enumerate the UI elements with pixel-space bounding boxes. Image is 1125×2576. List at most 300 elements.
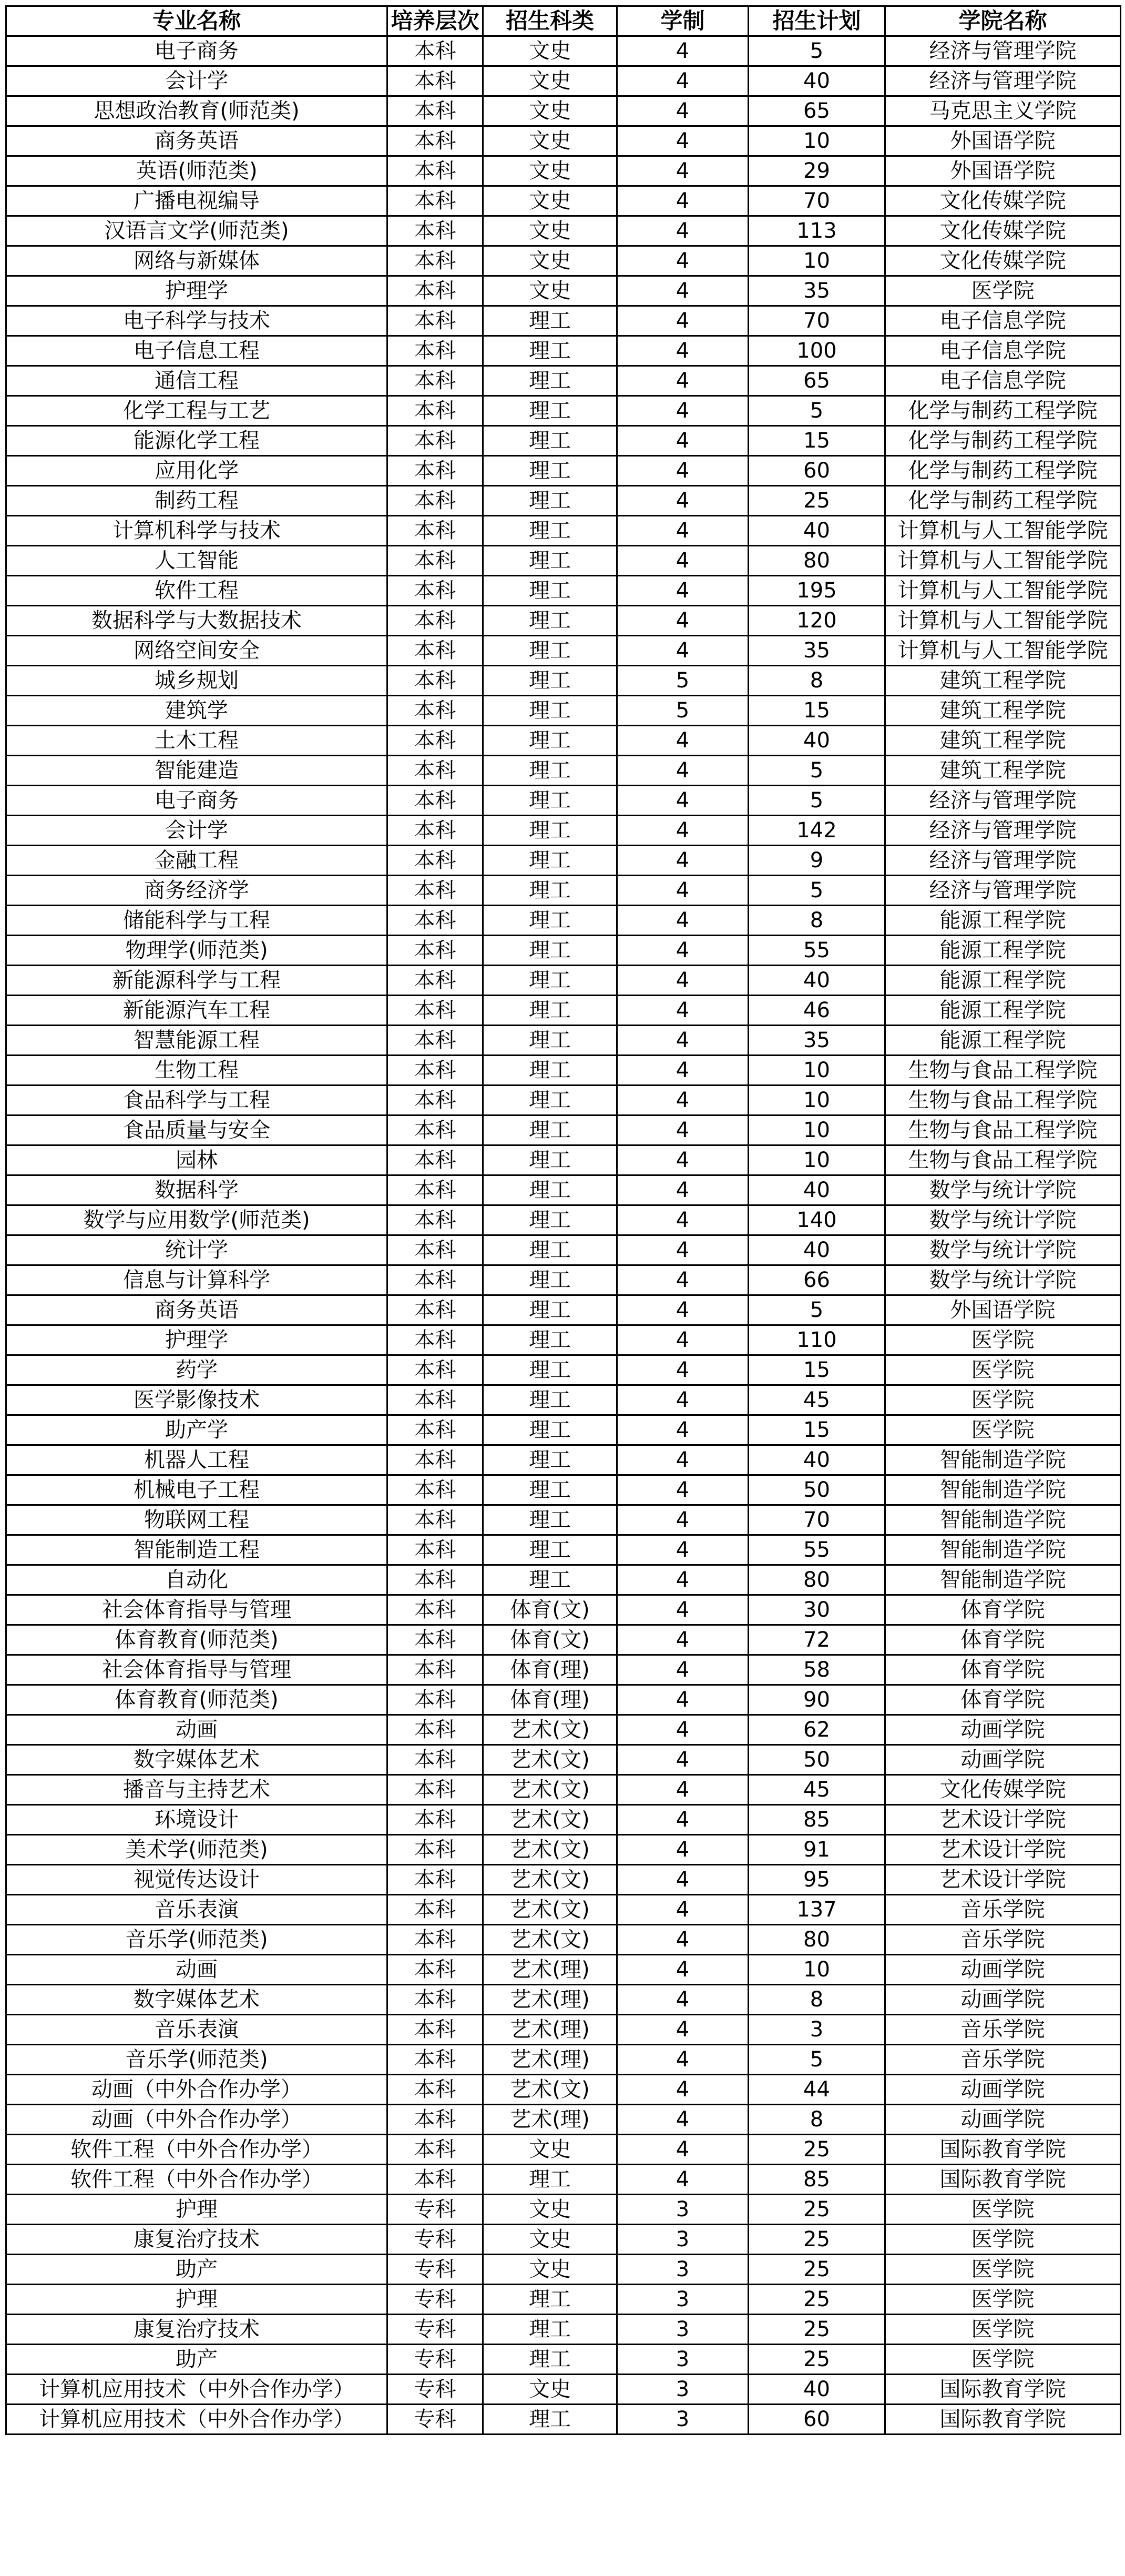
major-name-cell: 电子商务 [6, 786, 387, 816]
education-level-cell: 本科 [387, 1595, 483, 1625]
enrollment-quota-cell: 91 [749, 1835, 885, 1865]
major-name-cell: 食品质量与安全 [6, 1115, 387, 1145]
table-row [6, 876, 1121, 906]
college-name-cell: 音乐学院 [885, 2015, 1121, 2045]
enrollment-quota-cell: 10 [749, 126, 885, 156]
education-level-cell: 本科 [387, 2045, 483, 2075]
education-level-cell: 专科 [387, 2315, 483, 2345]
enrollment-quota-cell: 35 [749, 1026, 885, 1056]
education-level-cell: 本科 [387, 486, 483, 516]
college-name-cell: 电子信息学院 [885, 306, 1121, 336]
enrollment-quota-cell: 80 [749, 546, 885, 576]
table-row [6, 1565, 1121, 1595]
major-name-cell: 动画 [6, 1955, 387, 1985]
admission-category-cell: 理工 [483, 2315, 617, 2345]
admission-category-cell: 艺术(文) [483, 1805, 617, 1835]
college-name-cell: 计算机与人工智能学院 [885, 606, 1121, 636]
education-level-cell: 本科 [387, 876, 483, 906]
admission-category-cell: 理工 [483, 1565, 617, 1595]
education-level-cell: 本科 [387, 516, 483, 546]
study-years-cell: 4 [617, 756, 749, 786]
major-name-cell: 音乐表演 [6, 1895, 387, 1925]
college-name-cell: 经济与管理学院 [885, 36, 1121, 66]
admission-category-cell: 理工 [483, 1026, 617, 1056]
education-level-cell: 本科 [387, 96, 483, 126]
major-name-cell: 统计学 [6, 1235, 387, 1265]
table-row [6, 1205, 1121, 1235]
college-name-cell: 计算机与人工智能学院 [885, 516, 1121, 546]
enrollment-quota-cell: 50 [749, 1475, 885, 1505]
education-level-cell: 本科 [387, 696, 483, 726]
education-level-cell: 本科 [387, 1056, 483, 1086]
education-level-cell: 本科 [387, 786, 483, 816]
table-row [6, 1925, 1121, 1955]
education-level-cell: 本科 [387, 1685, 483, 1715]
enrollment-quota-cell: 40 [749, 726, 885, 756]
enrollment-quota-cell: 15 [749, 1355, 885, 1385]
admission-category-cell: 体育(文) [483, 1625, 617, 1655]
study-years-cell: 4 [617, 816, 749, 846]
education-level-cell: 本科 [387, 396, 483, 426]
admission-category-cell: 理工 [483, 426, 617, 456]
education-level-cell: 本科 [387, 636, 483, 666]
table-row [6, 456, 1121, 486]
study-years-cell: 4 [617, 1775, 749, 1805]
study-years-cell: 4 [617, 576, 749, 606]
study-years-cell: 3 [617, 2195, 749, 2225]
college-name-cell: 文化传媒学院 [885, 186, 1121, 216]
header-major-name: 专业名称 [6, 6, 387, 36]
study-years-cell: 4 [617, 1235, 749, 1265]
table-row [6, 1475, 1121, 1505]
education-level-cell: 专科 [387, 2255, 483, 2285]
study-years-cell: 4 [617, 1355, 749, 1385]
admission-category-cell: 理工 [483, 2345, 617, 2375]
enrollment-quota-cell: 10 [749, 246, 885, 276]
admission-category-cell: 文史 [483, 2195, 617, 2225]
education-level-cell: 专科 [387, 2375, 483, 2405]
table-row [6, 66, 1121, 96]
college-name-cell: 医学院 [885, 2195, 1121, 2225]
study-years-cell: 4 [617, 1625, 749, 1655]
study-years-cell: 4 [617, 1145, 749, 1175]
major-name-cell: 数学与应用数学(师范类) [6, 1205, 387, 1235]
study-years-cell: 4 [617, 156, 749, 186]
study-years-cell: 4 [617, 516, 749, 546]
admission-category-cell: 理工 [483, 906, 617, 936]
table-row [6, 906, 1121, 936]
enrollment-quota-cell: 5 [749, 1295, 885, 1325]
table-row [6, 2315, 1121, 2345]
admission-category-cell: 艺术(理) [483, 1955, 617, 1985]
table-row [6, 2405, 1121, 2435]
table-row [6, 2255, 1121, 2285]
study-years-cell: 4 [617, 1385, 749, 1415]
education-level-cell: 本科 [387, 1745, 483, 1775]
college-name-cell: 国际教育学院 [885, 2135, 1121, 2165]
table-row [6, 726, 1121, 756]
college-name-cell: 动画学院 [885, 1985, 1121, 2015]
major-name-cell: 数据科学与大数据技术 [6, 606, 387, 636]
education-level-cell: 本科 [387, 1835, 483, 1865]
study-years-cell: 4 [617, 1595, 749, 1625]
admission-category-cell: 理工 [483, 1145, 617, 1175]
admission-category-cell: 理工 [483, 996, 617, 1026]
study-years-cell: 4 [617, 1086, 749, 1115]
study-years-cell: 4 [617, 36, 749, 66]
study-years-cell: 3 [617, 2375, 749, 2405]
admission-category-cell: 文史 [483, 216, 617, 246]
college-name-cell: 经济与管理学院 [885, 876, 1121, 906]
table-row [6, 516, 1121, 546]
admission-category-cell: 文史 [483, 96, 617, 126]
table-row [6, 2345, 1121, 2375]
study-years-cell: 4 [617, 1925, 749, 1955]
major-name-cell: 动画 [6, 1715, 387, 1745]
enrollment-quota-cell: 30 [749, 1595, 885, 1625]
study-years-cell: 4 [617, 426, 749, 456]
education-level-cell: 本科 [387, 1865, 483, 1895]
study-years-cell: 3 [617, 2345, 749, 2375]
education-level-cell: 本科 [387, 1505, 483, 1535]
admission-category-cell: 文史 [483, 126, 617, 156]
study-years-cell: 4 [617, 1565, 749, 1595]
college-name-cell: 数学与统计学院 [885, 1175, 1121, 1205]
table-row [6, 2285, 1121, 2315]
study-years-cell: 4 [617, 1835, 749, 1865]
education-level-cell: 本科 [387, 306, 483, 336]
education-level-cell: 本科 [387, 1925, 483, 1955]
study-years-cell: 4 [617, 366, 749, 396]
admission-category-cell: 理工 [483, 606, 617, 636]
study-years-cell: 4 [617, 126, 749, 156]
study-years-cell: 4 [617, 1175, 749, 1205]
enrollment-quota-cell: 65 [749, 366, 885, 396]
study-years-cell: 4 [617, 246, 749, 276]
enrollment-quota-cell: 60 [749, 456, 885, 486]
study-years-cell: 4 [617, 1265, 749, 1295]
table-row [6, 1026, 1121, 1056]
study-years-cell: 4 [617, 186, 749, 216]
admission-category-cell: 理工 [483, 306, 617, 336]
major-name-cell: 电子科学与技术 [6, 306, 387, 336]
table-row [6, 1355, 1121, 1385]
college-name-cell: 能源工程学院 [885, 966, 1121, 996]
study-years-cell: 5 [617, 666, 749, 696]
study-years-cell: 4 [617, 1535, 749, 1565]
enrollment-quota-cell: 5 [749, 786, 885, 816]
education-level-cell: 本科 [387, 1175, 483, 1205]
major-name-cell: 动画（中外合作办学） [6, 2105, 387, 2135]
major-name-cell: 建筑学 [6, 696, 387, 726]
education-level-cell: 专科 [387, 2405, 483, 2435]
education-level-cell: 本科 [387, 1325, 483, 1355]
major-name-cell: 数字媒体艺术 [6, 1985, 387, 2015]
admission-category-cell: 文史 [483, 186, 617, 216]
table-row [6, 1265, 1121, 1295]
major-name-cell: 机器人工程 [6, 1445, 387, 1475]
education-level-cell: 本科 [387, 1265, 483, 1295]
table-row [6, 336, 1121, 366]
table-row [6, 1535, 1121, 1565]
education-level-cell: 本科 [387, 156, 483, 186]
college-name-cell: 计算机与人工智能学院 [885, 576, 1121, 606]
study-years-cell: 4 [617, 606, 749, 636]
education-level-cell: 本科 [387, 906, 483, 936]
major-name-cell: 商务经济学 [6, 876, 387, 906]
table-row [6, 2105, 1121, 2135]
table-header [6, 6, 1121, 36]
table-row [6, 486, 1121, 516]
table-row [6, 786, 1121, 816]
admission-category-cell: 理工 [483, 696, 617, 726]
major-name-cell: 应用化学 [6, 456, 387, 486]
study-years-cell: 4 [617, 306, 749, 336]
header-admission-category: 招生科类 [483, 6, 617, 36]
education-level-cell: 本科 [387, 1895, 483, 1925]
admission-category-cell: 理工 [483, 636, 617, 666]
college-name-cell: 经济与管理学院 [885, 846, 1121, 876]
college-name-cell: 医学院 [885, 1325, 1121, 1355]
college-name-cell: 医学院 [885, 2315, 1121, 2345]
education-level-cell: 本科 [387, 1115, 483, 1145]
education-level-cell: 本科 [387, 1355, 483, 1385]
major-name-cell: 护理学 [6, 1325, 387, 1355]
college-name-cell: 智能制造学院 [885, 1565, 1121, 1595]
college-name-cell: 能源工程学院 [885, 936, 1121, 966]
major-name-cell: 美术学(师范类) [6, 1835, 387, 1865]
table-row [6, 1655, 1121, 1685]
study-years-cell: 4 [617, 96, 749, 126]
admission-category-cell: 理工 [483, 1355, 617, 1385]
college-name-cell: 外国语学院 [885, 126, 1121, 156]
study-years-cell: 4 [617, 1655, 749, 1685]
admission-category-cell: 理工 [483, 2285, 617, 2315]
admission-category-cell: 艺术(文) [483, 1925, 617, 1955]
major-name-cell: 化学工程与工艺 [6, 396, 387, 426]
enrollment-quota-cell: 110 [749, 1325, 885, 1355]
education-level-cell: 本科 [387, 1205, 483, 1235]
education-level-cell: 本科 [387, 1295, 483, 1325]
education-level-cell: 本科 [387, 1445, 483, 1475]
major-name-cell: 护理 [6, 2285, 387, 2315]
major-name-cell: 体育教育(师范类) [6, 1625, 387, 1655]
enrollment-quota-cell: 80 [749, 1925, 885, 1955]
major-name-cell: 金融工程 [6, 846, 387, 876]
enrollment-quota-cell: 8 [749, 906, 885, 936]
admission-category-cell: 文史 [483, 156, 617, 186]
enrollment-plan-table [5, 5, 1121, 2435]
header-education-level: 培养层次 [387, 6, 483, 36]
admission-category-cell: 理工 [483, 1265, 617, 1295]
study-years-cell: 4 [617, 1745, 749, 1775]
enrollment-quota-cell: 195 [749, 576, 885, 606]
enrollment-quota-cell: 65 [749, 96, 885, 126]
college-name-cell: 艺术设计学院 [885, 1835, 1121, 1865]
header-study-years: 学制 [617, 6, 749, 36]
college-name-cell: 动画学院 [885, 1955, 1121, 1985]
education-level-cell: 本科 [387, 1955, 483, 1985]
admission-category-cell: 理工 [483, 1535, 617, 1565]
table-row [6, 756, 1121, 786]
table-row [6, 1295, 1121, 1325]
education-level-cell: 本科 [387, 606, 483, 636]
education-level-cell: 本科 [387, 2105, 483, 2135]
admission-category-cell: 理工 [483, 966, 617, 996]
enrollment-quota-cell: 60 [749, 2405, 885, 2435]
admission-category-cell: 理工 [483, 1325, 617, 1355]
major-name-cell: 播音与主持艺术 [6, 1775, 387, 1805]
college-name-cell: 医学院 [885, 276, 1121, 306]
table-row [6, 546, 1121, 576]
admission-category-cell: 理工 [483, 1235, 617, 1265]
major-name-cell: 新能源科学与工程 [6, 966, 387, 996]
college-name-cell: 体育学院 [885, 1655, 1121, 1685]
admission-category-cell: 理工 [483, 666, 617, 696]
education-level-cell: 本科 [387, 276, 483, 306]
education-level-cell: 本科 [387, 756, 483, 786]
college-name-cell: 化学与制药工程学院 [885, 456, 1121, 486]
table-row [6, 36, 1121, 66]
enrollment-quota-cell: 15 [749, 426, 885, 456]
table-row [6, 966, 1121, 996]
admission-category-cell: 理工 [483, 396, 617, 426]
major-name-cell: 康复治疗技术 [6, 2315, 387, 2345]
college-name-cell: 医学院 [885, 1355, 1121, 1385]
major-name-cell: 网络与新媒体 [6, 246, 387, 276]
college-name-cell: 计算机与人工智能学院 [885, 636, 1121, 666]
college-name-cell: 生物与食品工程学院 [885, 1145, 1121, 1175]
table-row [6, 1115, 1121, 1145]
table-row [6, 1595, 1121, 1625]
major-name-cell: 软件工程（中外合作办学） [6, 2165, 387, 2195]
study-years-cell: 4 [617, 2105, 749, 2135]
education-level-cell: 本科 [387, 726, 483, 756]
major-name-cell: 音乐学(师范类) [6, 2045, 387, 2075]
education-level-cell: 本科 [387, 1086, 483, 1115]
admission-category-cell: 理工 [483, 516, 617, 546]
admission-category-cell: 艺术(理) [483, 2105, 617, 2135]
education-level-cell: 本科 [387, 246, 483, 276]
education-level-cell: 本科 [387, 2135, 483, 2165]
enrollment-quota-cell: 40 [749, 2375, 885, 2405]
enrollment-quota-cell: 25 [749, 2285, 885, 2315]
major-name-cell: 新能源汽车工程 [6, 996, 387, 1026]
college-name-cell: 国际教育学院 [885, 2375, 1121, 2405]
education-level-cell: 本科 [387, 1985, 483, 2015]
enrollment-quota-cell: 40 [749, 516, 885, 546]
enrollment-quota-cell: 8 [749, 666, 885, 696]
enrollment-quota-cell: 85 [749, 2165, 885, 2195]
study-years-cell: 4 [617, 786, 749, 816]
major-name-cell: 自动化 [6, 1565, 387, 1595]
college-name-cell: 生物与食品工程学院 [885, 1115, 1121, 1145]
college-name-cell: 外国语学院 [885, 156, 1121, 186]
major-name-cell: 护理学 [6, 276, 387, 306]
major-name-cell: 视觉传达设计 [6, 1865, 387, 1895]
major-name-cell: 音乐学(师范类) [6, 1925, 387, 1955]
table-row [6, 1625, 1121, 1655]
study-years-cell: 4 [617, 396, 749, 426]
college-name-cell: 文化传媒学院 [885, 216, 1121, 246]
enrollment-quota-cell: 35 [749, 636, 885, 666]
enrollment-quota-cell: 90 [749, 1685, 885, 1715]
study-years-cell: 4 [617, 1205, 749, 1235]
education-level-cell: 本科 [387, 966, 483, 996]
major-name-cell: 食品科学与工程 [6, 1086, 387, 1115]
admission-category-cell: 文史 [483, 2225, 617, 2255]
admission-category-cell: 理工 [483, 486, 617, 516]
study-years-cell: 4 [617, 486, 749, 516]
enrollment-quota-cell: 85 [749, 1805, 885, 1835]
college-name-cell: 国际教育学院 [885, 2165, 1121, 2195]
education-level-cell: 本科 [387, 2075, 483, 2105]
admission-category-cell: 理工 [483, 2405, 617, 2435]
study-years-cell: 4 [617, 636, 749, 666]
education-level-cell: 本科 [387, 36, 483, 66]
study-years-cell: 4 [617, 1895, 749, 1925]
table-row [6, 2165, 1121, 2195]
enrollment-quota-cell: 46 [749, 996, 885, 1026]
table-row [6, 1955, 1121, 1985]
enrollment-quota-cell: 120 [749, 606, 885, 636]
enrollment-quota-cell: 10 [749, 1955, 885, 1985]
table-row [6, 1145, 1121, 1175]
education-level-cell: 本科 [387, 1535, 483, 1565]
admission-category-cell: 理工 [483, 846, 617, 876]
enrollment-quota-cell: 55 [749, 1535, 885, 1565]
study-years-cell: 4 [617, 276, 749, 306]
enrollment-quota-cell: 5 [749, 2045, 885, 2075]
college-name-cell: 医学院 [885, 2345, 1121, 2375]
college-name-cell: 外国语学院 [885, 1295, 1121, 1325]
admission-category-cell: 理工 [483, 336, 617, 366]
major-name-cell: 商务英语 [6, 1295, 387, 1325]
admission-category-cell: 艺术(文) [483, 1895, 617, 1925]
college-name-cell: 经济与管理学院 [885, 816, 1121, 846]
major-name-cell: 土木工程 [6, 726, 387, 756]
table-row [6, 2045, 1121, 2075]
education-level-cell: 本科 [387, 816, 483, 846]
admission-category-cell: 艺术(理) [483, 2045, 617, 2075]
header-row [6, 6, 1121, 36]
enrollment-quota-cell: 5 [749, 36, 885, 66]
admission-category-cell: 艺术(理) [483, 1985, 617, 2015]
study-years-cell: 4 [617, 1325, 749, 1355]
major-name-cell: 储能科学与工程 [6, 906, 387, 936]
major-name-cell: 电子商务 [6, 36, 387, 66]
enrollment-quota-cell: 40 [749, 1175, 885, 1205]
admission-category-cell: 体育(理) [483, 1655, 617, 1685]
admission-category-cell: 理工 [483, 1385, 617, 1415]
table-row [6, 1865, 1121, 1895]
college-name-cell: 电子信息学院 [885, 366, 1121, 396]
enrollment-quota-cell: 70 [749, 1505, 885, 1535]
admission-category-cell: 艺术(文) [483, 1745, 617, 1775]
enrollment-quota-cell: 142 [749, 816, 885, 846]
admission-category-cell: 理工 [483, 1056, 617, 1086]
table-row [6, 1415, 1121, 1445]
education-level-cell: 本科 [387, 666, 483, 696]
education-level-cell: 本科 [387, 66, 483, 96]
major-name-cell: 护理 [6, 2195, 387, 2225]
table-row [6, 1445, 1121, 1475]
major-name-cell: 网络空间安全 [6, 636, 387, 666]
college-name-cell: 智能制造学院 [885, 1535, 1121, 1565]
enrollment-quota-cell: 40 [749, 1235, 885, 1265]
major-name-cell: 环境设计 [6, 1805, 387, 1835]
enrollment-quota-cell: 40 [749, 966, 885, 996]
